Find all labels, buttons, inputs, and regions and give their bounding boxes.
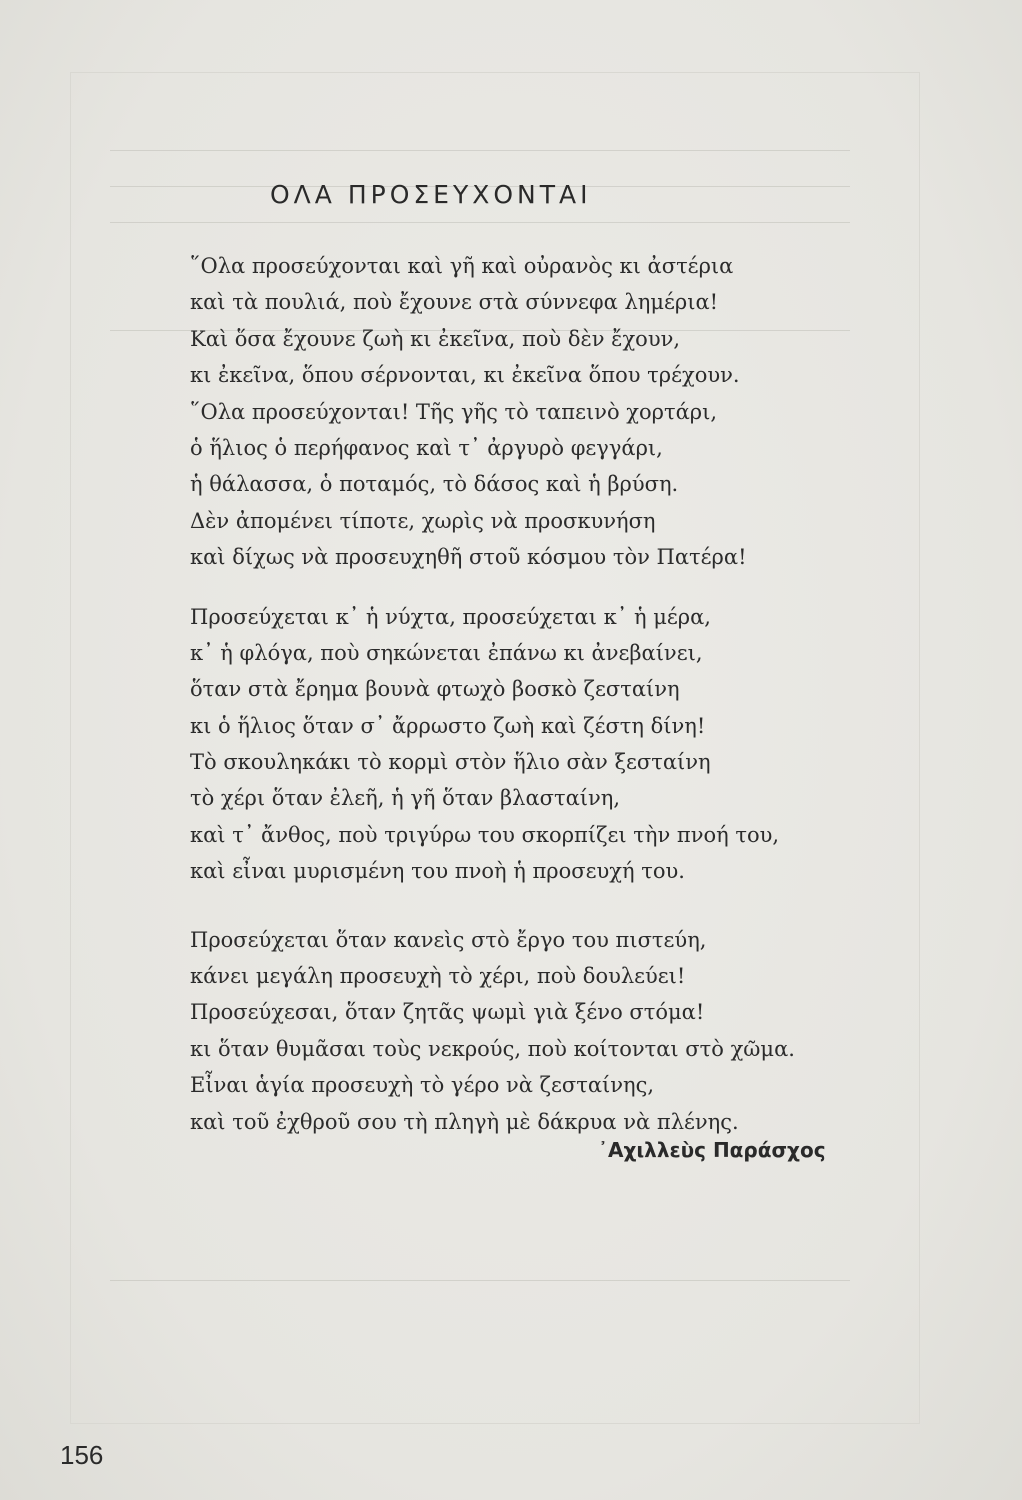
stanza-gap	[190, 890, 890, 922]
poem-line: Προσεύχεται κ᾽ ἡ νύχτα, προσεύχεται κ᾽ ἡ μέρα,	[190, 604, 711, 629]
poem-line: κι ὅταν θυμᾶσαι τοὺς νεκρούς, ποὺ κοίτονται στὸ χῶμα.	[190, 1036, 795, 1061]
poem-line: κι ὁ ἥλιος ὅταν σ᾽ ἄρρωστο ζωὴ καὶ ζέστη δίνη!	[190, 713, 706, 738]
poem-line: καὶ δίχως νὰ προσευχηθῆ στοῦ κόσμου τὸν Πατέρα!	[190, 545, 747, 570]
poem-line: καὶ τὰ πουλιά, ποὺ ἔχουνε στὰ σύννεφα λημέρια!	[190, 290, 719, 315]
poem-line: κ᾽ ἡ φλόγα, ποὺ σηκώνεται ἐπάνω κι ἀνεβαίνει,	[190, 640, 703, 665]
poem-line: κάνει μεγάλη προσευχὴ τὸ χέρι, ποὺ δουλεύει!	[190, 964, 686, 989]
poem-line: ἡ θάλασσα, ὁ ποταμός, τὸ δάσος καὶ ἡ βρύση.	[190, 472, 679, 497]
poem-line: ῞Ολα προσεύχονται καὶ γῆ καὶ οὐρανὸς κι ἀστέρια	[190, 254, 734, 278]
poem-line: ὅταν στὰ ἔρημα βουνὰ φτωχὸ βοσκὸ ζεσταίνη	[190, 677, 680, 702]
stanza-1	[190, 248, 890, 576]
stanza-gap	[190, 576, 890, 599]
poem-line: τὸ χέρι ὅταν ἐλεῆ, ἡ γῆ ὅταν βλασταίνη,	[190, 786, 621, 811]
page-number: 156	[60, 1440, 104, 1470]
stanza-3	[190, 922, 890, 1140]
stanza-2	[190, 599, 890, 890]
poem-line: Προσεύχεται ὅταν κανεὶς στὸ ἔργο του πιστεύη,	[190, 927, 707, 952]
show-through-line	[110, 1280, 850, 1281]
show-through-line	[110, 222, 850, 223]
poem-line: καὶ εἶναι μυρισμένη του πνοὴ ἡ προσευχή του.	[190, 859, 685, 884]
poem-line: Δὲν ἀπομένει τίποτε, χωρὶς νὰ προσκυνήση	[190, 508, 656, 533]
show-through-line	[110, 150, 850, 151]
poem-title: ΟΛΑ ΠΡΟΣΕΥΧΟΝΤΑΙ	[270, 180, 592, 209]
poem-author: ᾽Αχιλλεὺς Παράσχος	[598, 1138, 826, 1162]
poem-line: καὶ τοῦ ἐχθροῦ σου τὴ πληγὴ μὲ δάκρυα νὰ πλένης.	[190, 1109, 739, 1134]
poem-line: κι ἐκεῖνα, ὅπου σέρνονται, κι ἐκεῖνα ὅπου τρέχουν.	[190, 363, 740, 388]
poem-line: Καὶ ὅσα ἔχουνε ζωὴ κι ἐκεῖνα, ποὺ δὲν ἔχουν,	[190, 326, 681, 351]
poem-line: καὶ τ᾽ ἄνθος, ποὺ τριγύρω του σκορπίζει τὴν πνοή του,	[190, 822, 780, 847]
poem-line: Εἶναι ἁγία προσευχὴ τὸ γέρο νὰ ζεσταίνης,	[190, 1073, 655, 1098]
poem-line: ῞Ολα προσεύχονται! Τῆς γῆς τὸ ταπεινὸ χορτάρι,	[190, 399, 718, 424]
poem-body	[190, 248, 890, 1140]
poem-line: ὁ ἥλιος ὁ περήφανος καὶ τ᾽ ἀργυρὸ φεγγάρι,	[190, 435, 663, 460]
poem-line: Προσεύχεσαι, ὅταν ζητᾶς ψωμὶ γιὰ ξένο στόμα!	[190, 1000, 705, 1025]
poem-line: Τὸ σκουληκάκι τὸ κορμὶ στὸν ἥλιο σὰν ξεσταίνη	[190, 750, 711, 775]
